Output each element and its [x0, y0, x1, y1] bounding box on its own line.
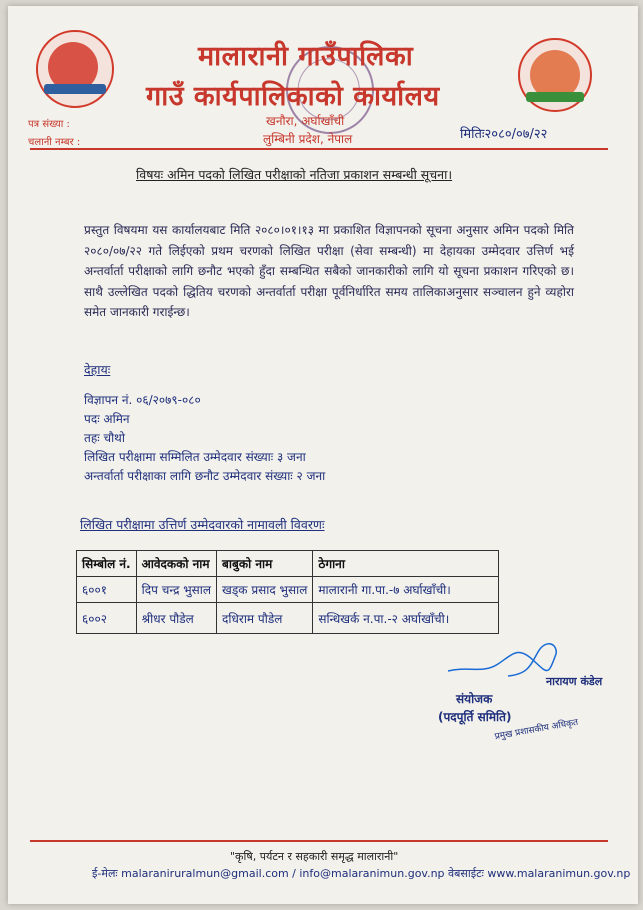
header-divider	[30, 148, 608, 150]
cell-symbol-no: ६००२	[77, 603, 137, 634]
appeared-count: लिखित परीक्षामा सम्मिलित उम्मेदवार संख्याः ३ जना	[84, 450, 306, 464]
footer-divider	[30, 840, 608, 842]
notice-body: प्रस्तुत विषयमा यस कार्यालयबाट मिति २०८०।०१।१३ मा प्रकाशित विज्ञापनको सूचना अनुसार अमिन पदको मिति २०८०/०७/२२ गते लिईएको प्रथम चरणको लिखित परीक्षा (सेवा सम्बन्धी) मा देहायका उम्मेदवार उत्तिर्ण भई अन्तर्वार्ता परीक्षाको लागि छनौट भएको हुँदा सम्बन्धित सबैको जानकारीको लागि यो सूचना प्रकाशन गरिएको छ। साथै उल्लेखित पदको द्धितिय चरणको अन्तर्वार्ता परीक्षा पूर्वनिर्धारित समय तालिकाअनुसार सञ्चालन हुने व्यहोरा समेत जानकारी गराईन्छ।	[84, 223, 574, 319]
footer-contact: ई-मेलः malaraniruralmun@gmail.com / info@malaranimun.gov.np वेबसाईटः www.malaranimun.gov.np	[92, 867, 631, 880]
municipality-logo-icon	[518, 38, 592, 112]
header-address: ठेगाना	[313, 551, 499, 577]
post-level: तहः चौथो	[84, 431, 125, 445]
post-name: पदः अमिन	[84, 412, 130, 426]
letterhead-title-line1: मालारानी गाउँपालिका	[198, 41, 414, 72]
table-row	[77, 603, 499, 634]
subject-line: विषयः अमिन पदको लिखित परीक्षाको नतिजा प्रकाशन सम्बन्धी सूचना।	[136, 167, 453, 182]
cell-address: सन्धिखर्क न.पा.-२ अर्घाखाँची।	[313, 603, 499, 634]
cell-father-name: दधिराम पौडेल	[217, 603, 313, 634]
letterhead-title-line2: गाउँ कार्यपालिकाको कार्यालय	[146, 81, 440, 112]
document-page	[8, 6, 638, 904]
header-father-name: बाबुको नाम	[217, 551, 313, 577]
header-applicant-name: आवेदकको नाम	[136, 551, 216, 577]
details-heading: देहायः	[84, 362, 111, 377]
cell-address: मालारानी गा.पा.-७ अर्घाखाँची।	[313, 577, 499, 603]
letterhead-province: लुम्बिनी प्रदेश, नेपाल	[263, 132, 353, 146]
results-table	[76, 550, 499, 634]
letterhead-district: खनौरा, अर्घाखाँची	[266, 114, 345, 128]
cell-applicant-name: दिप चन्द्र भुसाल	[136, 577, 216, 603]
signatory-committee: (पदपूर्ति समिति)	[438, 710, 512, 724]
nepal-emblem-icon	[36, 30, 114, 108]
header-symbol-no: सिम्बोल नं.	[77, 551, 137, 577]
table-row	[77, 577, 499, 603]
results-list-heading: लिखित परीक्षामा उत्तिर्ण उम्मेदवारको नामावली विवरणः	[80, 517, 325, 532]
letter-number-label: पत्र संख्या :	[28, 119, 70, 130]
letter-date: मितिः२०८०/०७/२२	[460, 127, 548, 142]
selected-count: अन्तर्वार्ता परीक्षाका लागि छनौट उम्मेदवार संख्याः २ जना	[84, 469, 326, 483]
signatory-name: नारायण कंडेल	[546, 675, 603, 688]
cell-applicant-name: श्रीधर पौडेल	[136, 603, 216, 634]
signatory-title: प्रमुख प्रशासकीय अधिकृत	[494, 717, 579, 743]
table-header-row	[77, 551, 499, 577]
cell-father-name: खड्क प्रसाद भुसाल	[217, 577, 313, 603]
ad-number: विज्ञापन नं. ०६/२०७९-०८०	[84, 393, 201, 407]
cell-symbol-no: ६००१	[77, 577, 137, 603]
dispatch-number-label: चलानी नम्बर :	[28, 137, 81, 148]
signatory-role: संयोजक	[456, 692, 493, 706]
footer-motto: "कृषि, पर्यटन र सहकारी समृद्ध मालारानी"	[230, 850, 399, 863]
